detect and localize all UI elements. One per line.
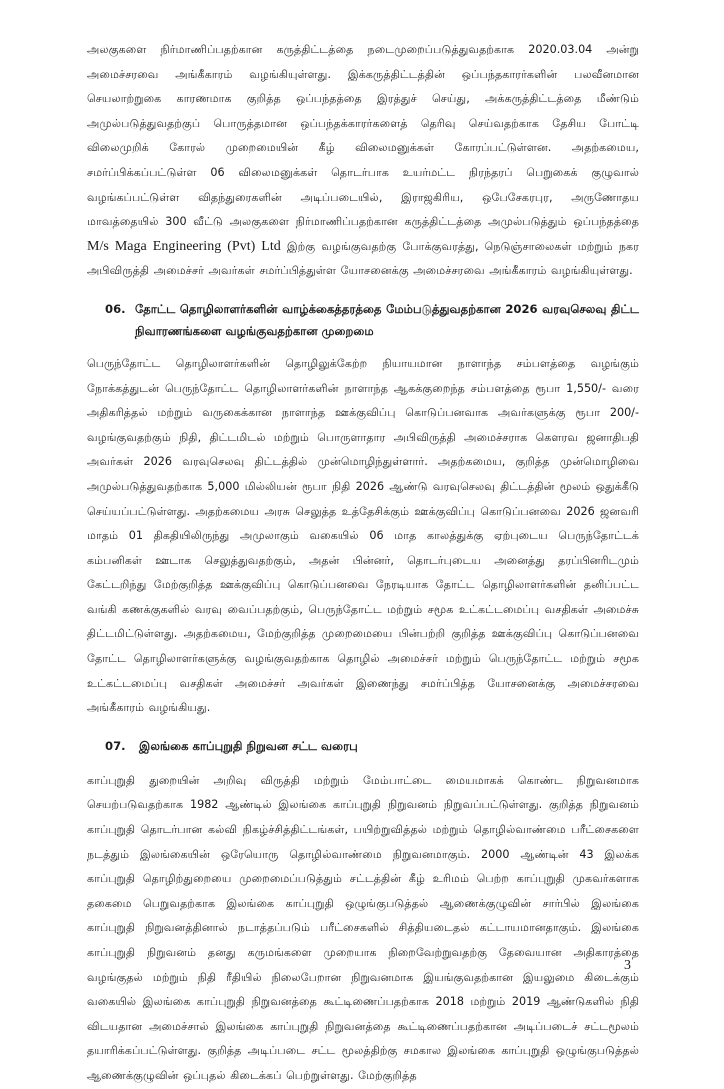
paragraph-text: இற்கு வழங்குவதற்கு போக்குவரத்து, நெடுஞ்சாலைகள் மற்றும் நகர அபிவிருத்தி அமைச்சர் அவர்கள் சமர்ப்பித்துள்ள யோசனைக்கு அமைச்சரவை அங்கீகாரம் வழங்கியுள்ளது. xyxy=(87,239,639,278)
section-07-body: காப்புறுதி துறையின் அறிவு விருத்தி மற்றும் மேம்பாட்டை மையமாகக் கொண்ட நிறுவனமாக செயற்படுவதற்காக 1982 ஆண்டில் இலங்கை காப்புறுதி நிறுவனம் நிறுவப்பட்டுள்ளது. குறித்த நிறுவனம் காப்புறுதி தொடர்பான கல்வி நிகழ்ச்சித்திட்டங்கள், பயிற்றுவித்தல் மற்றும் தொழில்வாண்மை பரீட்சைகளை நடத்தும் இலங்கையின் ஒரேயொரு தொழில்வாண்மை நிறுவனமாகும். 2000 ஆண்டின் 43 இலக்க காப்புறுதி தொழிற்துறையை முறைமைப்படுத்தும் சட்டத்தின் கீழ் உரிமம் பெற்ற காப்புறுதி முகவர்களாக தகைமை பெறுவதற்காக இலங்கை காப்புறுதி ஒழுங்குபடுத்தல் ஆணைக்குழுவின் சார்பில் இலங்கை காப்புறுதி நிறுவனத்தினால் நடாத்தப்படும் பரீட்சைகளில் சித்தியடைதல் கட்டாயமானதாகும். இலங்கை காப்புறுதி நிறுவனம் தனது கருமங்களை முறையாக நிறைவேற்றுவதற்கு தேவையான அதிகாரத்தை வழங்குதல் மற்றும் நிதி ரீதியில் நிலைபேறான நிறுவனமாக இயங்குவதற்கான இயலுமை கிடைக்கும் வகையில் இலங்கை காப்புறுதி நிறுவனத்தை கூட்டிணைப்பதற்காக 2018 மற்றும் 2019 ஆண்டுகளில் நிதி விடயதான அமைச்சால் இலங்கை காப்புறுதி நிறுவனத்தை கூட்டிணைப்பதற்கான அடிப்படைச் சட்டமூலம் தயாரிக்கப்பட்டுள்ளது. குறித்த அடிப்படை சட்ட மூலத்திற்கு சமகால இலங்கை காப்புறுதி ஒழுங்குபடுத்தல் ஆணைக்குழுவின் ஒப்புதல் கிடைக்கப் பெற்றுள்ளது. மேற்குறித்த xyxy=(87,773,639,1082)
document-page xyxy=(87,38,639,1089)
section-number: 06. xyxy=(105,301,126,316)
section-title: இலங்கை காப்புறுதி நிறுவன சட்ட வரைபு xyxy=(139,738,358,753)
paragraph-text: அலகுகளை நிர்மாணிப்பதற்கான கருத்திட்டத்தை நடைமுறைப்படுத்துவதற்காக 2020.03.04 அன்று அமைச்சரவை அங்கீகாரம் வழங்கியுள்ளது. இக்கருத்திட்டத்தின் ஒப்பந்தகாரர்களின் பலவீனமான செயலாற்றுகை காரணமாக குறித்த ஒப்பந்தத்தை இரத்துச் செய்து, அக்கருத்திட்டத்தை மீண்டும் அமுல்படுத்துவதற்குப் பொருத்தமான ஒப்பந்தக்காரர்களைத் தெரிவு செய்வதற்காக தேசிய போட்டி விலைமுறிக் கோரல் முறைமையின் கீழ் விலைமனுக்கள் கோரப்பட்டுள்ளன. அதற்கமைய, சமர்ப்பிக்கப்பட்டுள்ள 06 விலைமனுக்கள் தொடர்பாக உயர்மட்ட நிரந்தரப் பெறுகைக் குழுவால் வழங்கப்பட்டுள்ள விதந்துரைகளின் அடிப்படையில், இராஜகிரிய, ஒபேசேகரபுர, அருணோதய மாவத்தையில் 300 வீட்டு அலகுகளை நிர்மாணிப்பதற்கான கருத்திட்டத்தை அமுல்படுத்தும் ஒப்பந்தத்தை xyxy=(87,43,639,229)
section-06-body: பெருந்தோட்ட தொழிலாளர்களின் தொழிலுக்கேற்ற நியாயமான நாளாந்த சம்பளத்தை வழங்கும் நோக்கத்துடன் பெருந்தோட்ட தொழிலாளர்களின் நாளாந்த ஆகக்குறைந்த சம்பளத்தை ரூபா 1,550/- வரை அதிகரித்தல் மற்றும் வருகைக்கான நாளாந்த ஊக்குவிப்பு கொடுப்பனவாக அவர்களுக்கு ரூபா 200/- வழங்குவதற்கும் நிதி, திட்டமிடல் மற்றும் பொருளாதார அபிவிருத்தி அமைச்சராக கௌரவ ஜனாதிபதி அவர்கள் 2026 வரவுசெலவு திட்டத்தில் முன்மொழிந்துள்ளார். அதற்கமைய, குறித்த முன்மொழிவை அமுல்படுத்துவதற்காக 5,000 மில்லியன் ரூபா நிதி 2026 ஆண்டு வரவுசெலவு திட்டத்தின் மூலம் ஒதுக்கீடு செய்யப்பட்டுள்ளது. அதற்கமைய அரசு செலுத்த உத்தேசிக்கும் ஊக்குவிப்பு கொடுப்பனவை 2026 ஜனவரி மாதம் 01 திகதியிலிருந்து அமுலாகும் வகையில் 06 மாத காலத்துக்கு ஏற்புடைய பெருந்தோட்டக் கம்பனிகள் ஊடாக செலுத்துவதற்கும், அதன் பின்னர், தொடர்புடைய அனைத்து தரப்பினரிடமும் கேட்டறிந்து மேற்குறித்த ஊக்குவிப்பு கொடுப்பனவை நேரடியாக தோட்ட தொழிலாளர்களின் தனிப்பட்ட வங்கி கணக்குகளில் வரவு வைப்பதற்கும், பெருந்தோட்ட மற்றும் சமூக உட்கட்டமைப்பு வசதிகள் அமைச்சு திட்டமிட்டுள்ளது. அதற்கமைய, மேற்குறித்த முறைமையை பின்பற்றி குறித்த ஊக்குவிப்பு கொடுப்பனவை தோட்ட தொழிலாளர்களுக்கு வழங்குவதற்காக தொழில் அமைச்சர் மற்றும் பெருந்தோட்ட மற்றும் சமூக உட்கட்டமைப்பு வசதிகள் அமைச்சர் அவர்கள் இணைந்து சமர்ப்பித்த யோசனைக்கு அமைச்சரவை அங்கீகாரம் வழங்கியது. xyxy=(87,356,639,715)
page-number: 3 xyxy=(624,958,631,973)
paragraph-continued xyxy=(87,38,639,284)
section-06-heading xyxy=(87,298,639,342)
section-07-heading xyxy=(87,735,639,757)
section-title: தோட்ட தொழிலாளர்களின் வாழ்க்கைத்தரத்தை மேம்படுத்துவதற்கான 2026 வரவுசெலவு திட்ட நிவாரணங்களை வழங்குவதற்கான முறைமை xyxy=(135,301,639,338)
section-number: 07. xyxy=(105,738,126,753)
contractor-name: M/s Maga Engineering (Pvt) Ltd xyxy=(87,238,281,254)
